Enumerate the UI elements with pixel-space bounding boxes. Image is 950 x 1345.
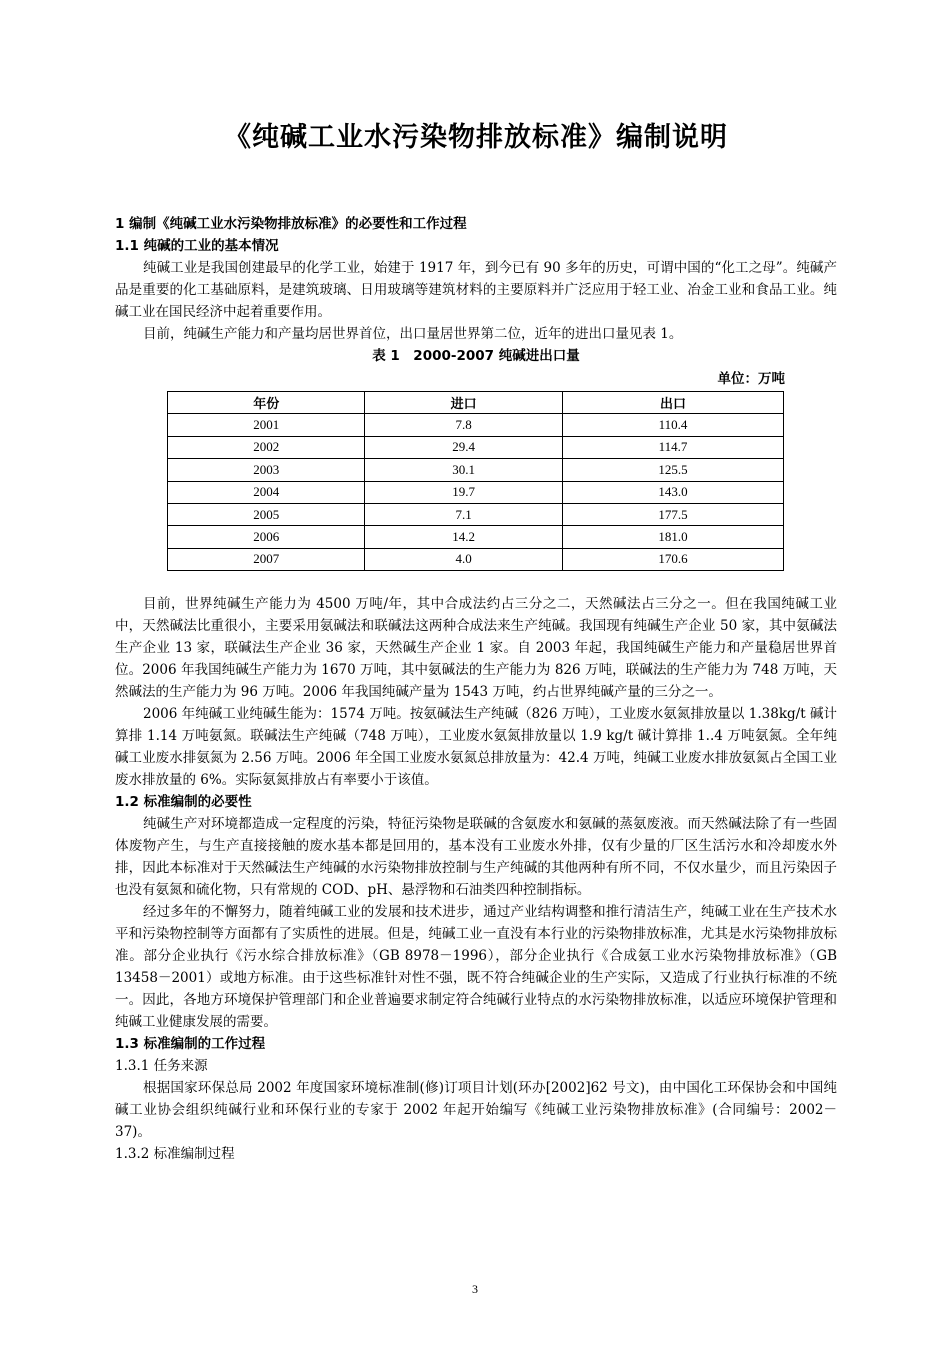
paragraph: 目前，世界纯碱生产能力为 4500 万吨/年，其中合成法约占三分之二，天然碱法占三分之一。但在我国纯碱工业中，天然碱法比重很小，主要采用氨碱法和联碱法这两种合成法来生产纯碱。我国现有纯碱生产企业 50 家，其中氨碱法生产企业 13 家，联碱法生产企业 36 家，天然碱生产企业 1 家。自 2003 年起，我国纯碱生产能力和产量稳居世界首位。2006 年我国纯碱生产能力为 1670 万吨，其中氨碱法的生产能力为 826 万吨，联碱法的生产能力为 748 万吨，天然碱法的生产能力为 96 万吨。2006 年我国纯碱产量为 1543 万吨，约占世界纯碱产量的三分之一。	[115, 596, 837, 701]
paragraph: 根据国家环保总局 2002 年度国家环境标准制(修)订项目计划(环办[2002]62 号文)，由中国化工环保协会和中国纯碱工业协会组织纯碱行业和环保行业的专家于 2002 年起开始编写《纯碱工业污染物排放标准》(合同编号：2002－37)。	[115, 1080, 837, 1141]
cell-year: 2006	[168, 526, 365, 548]
cell-export: 110.4	[562, 414, 783, 436]
section-1-1-heading: 1.1 纯碱的工业的基本情况	[115, 238, 279, 254]
header-export: 出口	[562, 392, 783, 414]
header-year: 年份	[168, 392, 365, 414]
paragraph: 纯碱生产对环境都造成一定程度的污染，特征污染物是联碱的含氨废水和氨碱的蒸氨废液。而天然碱法除了有一些固体废物产生，与生产直接接触的废水基本都是回用的，基本没有工业废水外排，仅有少量的厂区生活污水和冷却废水外排，因此本标准对于天然碱法生产纯碱的水污染物排放控制与生产纯碱的其他两种有所不同，不仅水量少，而且污染因子也没有氨氮和硫化物，只有常规的 COD、pH、悬浮物和石油类四种控制指标。	[115, 816, 837, 899]
cell-year: 2007	[168, 548, 365, 570]
section-1-heading: 1 编制《纯碱工业水污染物排放标准》的必要性和工作过程	[115, 216, 467, 232]
cell-year: 2004	[168, 481, 365, 503]
paragraph: 经过多年的不懈努力，随着纯碱工业的发展和技术进步，通过产业结构调整和推行清洁生产，纯碱工业在生产技术水平和污染物控制等方面都有了实质性的进展。但是，纯碱工业一直没有本行业的污染物排放标准，尤其是水污染物排放标准。部分企业执行《污水综合排放标准》（GB 8978－1996），部分企业执行《合成氨工业水污染物排放标准》（GB 13458－2001）或地方标准。由于这些标准针对性不强，既不符合纯碱企业的生产实际，又造成了行业执行标准的不统一。因此，各地方环境保护管理部门和企业普遍要求制定符合纯碱行业特点的水污染物排放标准，以适应环境保护管理和纯碱工业健康发展的需要。	[115, 904, 837, 1031]
cell-export: 114.7	[562, 436, 783, 458]
header-import: 进口	[365, 392, 562, 414]
section-1-3-heading: 1.3 标准编制的工作过程	[115, 1036, 266, 1053]
paragraph: 2006 年纯碱工业纯碱生能为：1574 万吨。按氨碱法生产纯碱（826 万吨），工业废水氨氮排放量以 1.38kg/t 碱计算排 1.14 万吨氨氮。联碱法生产纯碱（748 万吨），工业废水氨氮排放量以 1.9 kg/t 碱计算排 1..4 万吨氨氮。全年纯碱工业废水排氨氮为 2.56 万吨。2006 年全国工业废水氨氮总排放量为：42.4 万吨，纯碱工业废水排放氨氮占全国工业废水排放量的 6%。实际氨氮排放占有率要小于该值。	[115, 706, 837, 789]
cell-export: 170.6	[562, 548, 783, 570]
cell-import: 19.7	[365, 481, 562, 503]
table-row	[168, 481, 784, 503]
section-1-3-2-heading: 1.3.2 标准编制过程	[115, 1146, 235, 1163]
table-row	[168, 548, 784, 570]
document-page	[115, 118, 837, 1165]
cell-import: 29.4	[365, 436, 562, 458]
cell-export: 143.0	[562, 481, 783, 503]
cell-export: 177.5	[562, 503, 783, 525]
paragraph: 目前，纯碱生产能力和产量均居世界首位，出口量居世界第二位，近年的进出口量见表 1。	[143, 326, 683, 342]
document-title: 《纯碱工业水污染物排放标准》编制说明	[224, 122, 728, 153]
table-row	[168, 459, 784, 481]
page-number: 3	[472, 1282, 478, 1296]
table-header-row	[168, 392, 784, 414]
table-unit: 单位：万吨	[717, 371, 785, 387]
table-caption: 表 1 2000-2007 纯碱进出口量	[372, 348, 580, 364]
cell-year: 2002	[168, 436, 365, 458]
cell-import: 30.1	[365, 459, 562, 481]
cell-export: 181.0	[562, 526, 783, 548]
cell-import: 7.1	[365, 503, 562, 525]
table-row	[168, 503, 784, 525]
cell-year: 2001	[168, 414, 365, 436]
table-row	[168, 526, 784, 548]
cell-import: 7.8	[365, 414, 562, 436]
cell-import: 14.2	[365, 526, 562, 548]
cell-year: 2005	[168, 503, 365, 525]
section-1-3-1-heading: 1.3.1 任务来源	[115, 1058, 208, 1075]
cell-export: 125.5	[562, 459, 783, 481]
table-row	[168, 436, 784, 458]
paragraph: 纯碱工业是我国创建最早的化学工业，始建于 1917 年，到今已有 90 多年的历史，可谓中国的“化工之母”。纯碱产品是重要的化工基础原料，是建筑玻璃、日用玻璃等建筑材料的主要原料并广泛应用于轻工业、冶金工业和食品工业。纯碱工业在国民经济中起着重要作用。	[115, 260, 837, 320]
section-1-2-heading: 1.2 标准编制的必要性	[115, 794, 252, 811]
cell-year: 2003	[168, 459, 365, 481]
cell-import: 4.0	[365, 548, 562, 570]
import-export-table	[167, 391, 784, 571]
table-row	[168, 414, 784, 436]
